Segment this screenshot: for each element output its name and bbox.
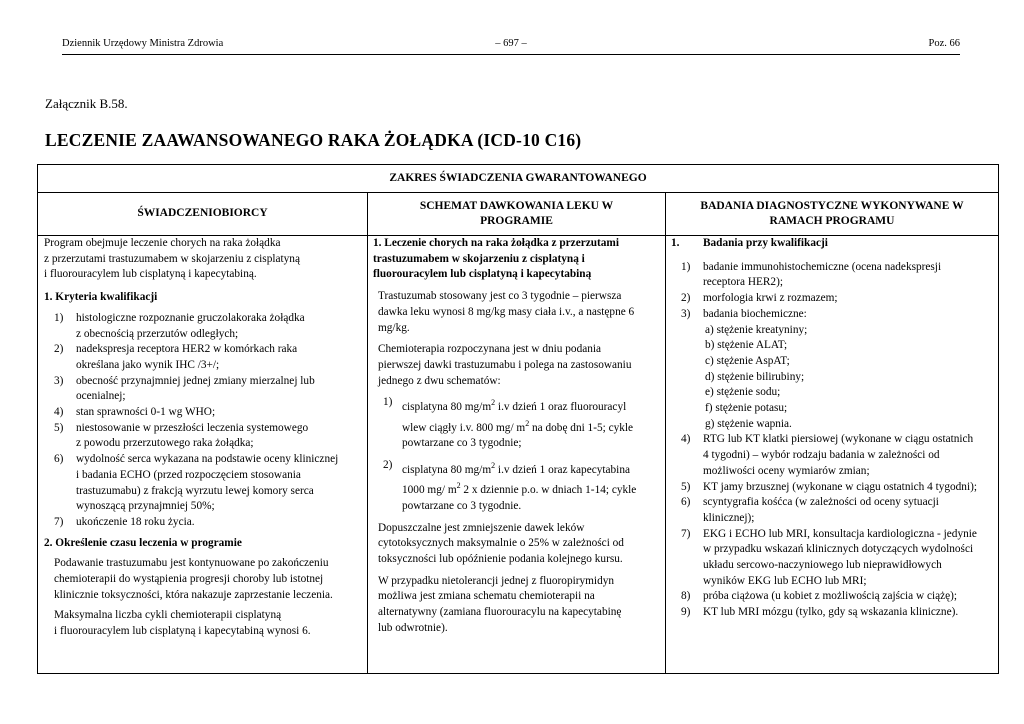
document-title: LECZENIE ZAAWANSOWANEGO RAKA ŻOŁĄDKA (ICD-10 C16)	[45, 130, 582, 150]
annex-label: Załącznik B.58.	[45, 96, 128, 111]
section-title: 1. Kryteria kwalifikacji	[44, 291, 158, 304]
list-item: 5) KT jamy brzusznej (wykonane w ciągu ostatnich 4 tygodni);	[681, 480, 977, 493]
list-item: 3) badania biochemiczne:	[681, 307, 807, 320]
list-item: 2) morfologia krwi z rozmazem;	[681, 292, 838, 305]
program-table	[37, 164, 999, 674]
list-item: 9) KT lub MRI mózgu (tylko, gdy są wskazania kliniczne).	[681, 606, 959, 619]
paragraph: Chemioterapia rozpoczynana jest w dniu podania pierwszej dawki trastuzumabu i polega na zastosowaniu jednego z dwu schematów:	[378, 343, 632, 387]
paragraph: W przypadku nietolerancji jednej z fluoropirymidyn możliwa jest zmiana schematu chemioterapii na alternatywny (zamiana fluorouracylu na kapecytabinę lub odwrotnie).	[378, 574, 622, 634]
list-item: 5) niestosowanie w przeszłości leczenia systemowego z powodu przerzutowego raka żołądka;	[54, 421, 309, 450]
col3-diagnostics	[671, 236, 997, 673]
col1-beneficiaries	[44, 236, 364, 673]
paragraph: Trastuzumab stosowany jest co 3 tygodnie – pierwsza dawka leku wynosi 8 mg/kg masy ciała i.v., a następne 6 mg/kg.	[378, 290, 635, 334]
list-item: 4) RTG lub KT klatki piersiowej (wykonane w ciągu ostatnich 4 tygodni) – wybór rodzaju badania w zależności od możliwości oceny wymiarów zmian;	[681, 433, 974, 477]
paragraph: Dopuszczalne jest zmniejszenie dawek leków cytotoksycznych maksymalnie o 25% w zależności od toksyczności lub opóźnienie podania kolejnego kursu.	[378, 521, 624, 566]
list-item: 7) EKG i ECHO lub MRI, konsultacja kardiologiczna - jedynie w przypadku wskazań klinicznych dotyczących wydolności układu sercowo-naczyniowego lub nieprawidłowych wyników EKG lub ECHO lub MRI;	[681, 527, 977, 587]
text-line: Program obejmuje leczenie chorych na raka żołądka	[44, 237, 281, 249]
col2-dosing-scheme	[373, 236, 661, 673]
journal-name: Dziennik Urzędowy Ministra Zdrowia	[62, 38, 224, 49]
table-top-header: ZAKRES ŚWIADCZENIA GWARANTOWANEGO	[38, 165, 998, 193]
section-title: 1. Badania przy kwalifikacji	[671, 237, 828, 249]
list-item: 2) nadekspresja receptora HER2 w komórkach raka określana jako wynik IHC /3+/;	[54, 343, 298, 371]
text-line: z przerzutami trastuzumabem w skojarzeniu z cisplatyną	[44, 252, 300, 265]
page-header	[62, 38, 960, 55]
paragraph: Maksymalna liczba cykli chemioterapii cisplatyną i fluorouracylem lub cisplatyną i kapecytabiną wynosi 6.	[54, 609, 311, 638]
col1-header: ŚWIADCZENIOBIORCY	[137, 207, 268, 219]
list-item: 2) cisplatyna 80 $mg/m^2$ i.v dzień 1 oraz kapecytabina 1000 mg/ $m^2$ 2 x dziennie p.o. w dniach 1-14; cykle powtarzane co 3 tygodnie.	[383, 458, 637, 512]
section-title: 2. Określenie czasu leczenia w programie	[44, 536, 242, 549]
paragraph: Podawanie trastuzumabu jest kontynuowane po zakończeniu chemioterapii do wystąpienia progresji choroby lub istotnej klinicznie toksyczności, która nakazuje zaprzestanie leczenia.	[54, 557, 333, 601]
column-divider	[367, 192, 368, 673]
list-item: 8) próba ciążowa (u kobiet z możliwością zajścia w ciążę);	[681, 590, 958, 603]
text-line: i fluorouracylem lub cisplatyną i kapecytabiną.	[44, 268, 257, 281]
list-item: 1) cisplatyna 80 $mg/m^2$ i.v dzień 1 oraz fluorouracyl wlew ciągły i.v. 800 mg/ $m^2$ na dobę dni 1-5; cykle powtarzane co 3 tygodnie;	[383, 396, 634, 450]
section-title: 1. Leczenie chorych na raka żołądka z przerzutami trastuzumabem w skojarzeniu z cisplatyną i fluorouracylem lub cisplatyną i kapecytabiną	[373, 237, 619, 281]
position-number: Poz. 66	[928, 38, 960, 49]
table-column-headers	[38, 192, 998, 236]
list-item: 1) histologiczne rozpoznanie gruczolakoraka żołądka z obecnością przerzutów odległych;	[54, 311, 305, 340]
list-item: 7) ukończenie 18 roku życia.	[54, 515, 195, 528]
list-item: 6) wydolność serca wykazana na podstawie oceny klinicznej i badania ECHO (przed rozpoczęciem stosowania trastuzumabu) z frakcją wyrzutu lewej komory serca wynoszącą przynajmniej 50%;	[54, 453, 339, 513]
column-divider	[665, 192, 666, 673]
list-item: 1) badanie immunohistochemiczne (ocena nadekspresji receptora HER2);	[681, 260, 942, 289]
list-item: 4) stan sprawności 0-1 wg WHO;	[54, 406, 216, 419]
sub-list: a) stężenie kreatyniny; b) stężenie ALAT; c) stężenie AspAT; d) stężenie bilirubiny; e) stężenie sodu; f) stężenie potasu; g) stężenie wapnia.	[705, 323, 808, 430]
col3-header: BADANIA DIAGNOSTYCZNE WYKONYWANE W RAMACH PROGRAMU	[700, 199, 964, 227]
list-item: 3) obecność przynajmniej jednej zmiany mierzalnej lub ocenialnej;	[54, 374, 315, 403]
col2-header: SCHEMAT DAWKOWANIA LEKU W PROGRAMIE	[419, 199, 614, 227]
page-number: – 697 –	[495, 38, 527, 49]
list-item: 6) scyntygrafia kośćca (w zależności od oceny sytuacji klinicznej);	[681, 496, 939, 524]
